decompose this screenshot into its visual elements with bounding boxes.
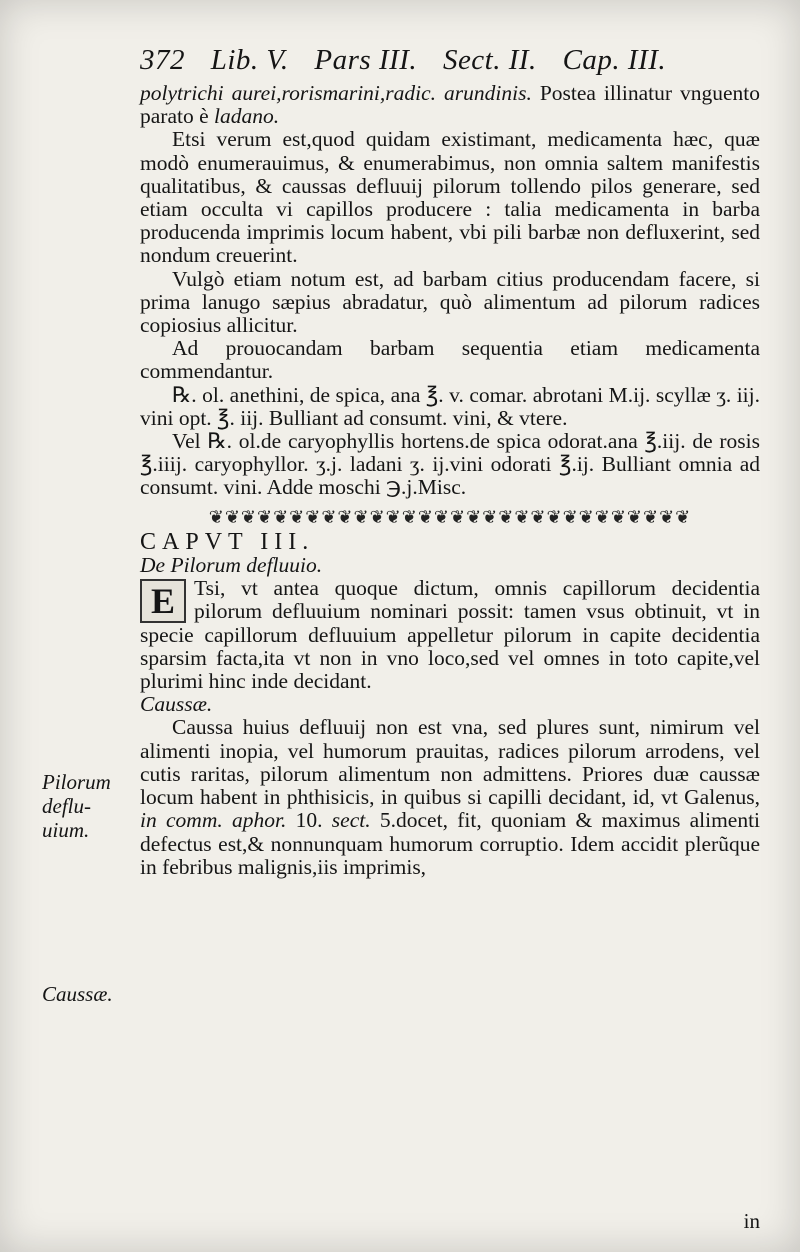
causae-heading: Caussæ. [140, 692, 213, 717]
header-liber: Lib. V. [210, 44, 289, 76]
p1-rest: Postea illinatur vnguento parato è [140, 81, 760, 129]
p6-c: 5.docet, fit, quoniam & maximus alimenti defectus est,& nonnunquam humorum corruptio. Idem accidit plerũque in febribus malignis,iis imprimis, [140, 808, 761, 879]
margin-note-pilorum: Pilorum deflu- uium. [42, 770, 111, 842]
paragraph-4: Ad prouocandam barbam sequentia etiam medicamenta commendantur. [140, 336, 760, 384]
page-number: 372 [140, 44, 185, 76]
p1-italic: polytrichi aurei,rorismarini,radic. arundinis. [140, 81, 532, 105]
p6-a: Caussa huius defluuij non est vna, sed plures sunt, nimirum vel alimenti inopia, vel humorum prauitas, radices pilorum arrodens, vel cutis raritas, pilorum alimentum non admittens. Priores duæ caussæ locum habent in phthisicis, in quibus si capilli decidant, id, vt Galenus, [140, 715, 760, 810]
chapter-subtitle: De Pilorum defluuio. [140, 553, 323, 578]
recipe-1: ℞. ol. anethini, de spica, ana ℥. v. comar. abrotani M.ij. scyllæ ʒ. iij. vini opt. ℥. iij. Bulliant ad consumt. vini, & vtere. [140, 382, 760, 430]
p6-italic: in comm. aphor. [140, 808, 287, 833]
header-pars: Pars III. [314, 44, 418, 76]
paragraph-2: Etsi verum est,quod quidam existimant, medicamenta hæc, quæ modò enumerauimus, & enumerabimus, non omnia saltem manifestis qualitatibus, & caussas defluuij pilorum tollendo pilos generare, sed etiam occulta vi capillos producere : talia medicamenta in barba producenda imprimis locum habent, vbi pili barbæ non defluxerint, sed nondum creuerint. [140, 127, 760, 268]
paragraph-6 [140, 716, 760, 878]
paragraph-5-text: Tsi, vt antea quoque dictum, omnis capillorum decidentia pilorum defluuium nominari possit: tamen vsus obtinuit, vt in specie capillorum defluuium appelletur pilorum in capite decidentia sparsim facta,ita vt non in vno loco,sed vel omnes in toto capite,vel plurimi hinc inde decidant. [140, 576, 760, 694]
catchword: in [743, 1209, 760, 1233]
p6-b: 10. [295, 808, 323, 833]
paragraph-3: Vulgò etiam notum est, ad barbam citius producendam facere, si prima lanugo sæpius abradatur, quò alimentum ad pilorum radices copiosius allicitur. [140, 266, 760, 338]
paragraph-5 [140, 577, 760, 693]
main-text [140, 82, 760, 879]
chapter-title: CAPVT III. [140, 528, 315, 555]
recipe-2: Vel ℞. ol.de caryophyllis hortens.de spica odorat.ana ℥.iij. de rosis ℥.iiij. caryophyllor. ʒ.j. ladani ʒ. ij.vini odorati ℥.ij. Bulliant omnia ad consumt. vini. Adde moschi ℈.j.Misc. [140, 429, 760, 500]
running-header [140, 44, 740, 77]
p1-ladano: ladano. [214, 104, 280, 129]
p6-italic-2: sect. [331, 808, 371, 833]
drop-capital: E [140, 579, 186, 623]
header-sectio: Sect. II. [442, 44, 537, 76]
header-caput: Cap. III. [562, 44, 667, 76]
margin-note-caussae: Caussæ. [42, 982, 113, 1006]
ornament-divider: ❦❦❦❦❦❦❦❦❦❦❦❦❦❦❦❦❦❦❦❦❦❦❦❦❦❦❦❦❦❦ [208, 506, 692, 527]
paragraph-1 [140, 82, 760, 128]
